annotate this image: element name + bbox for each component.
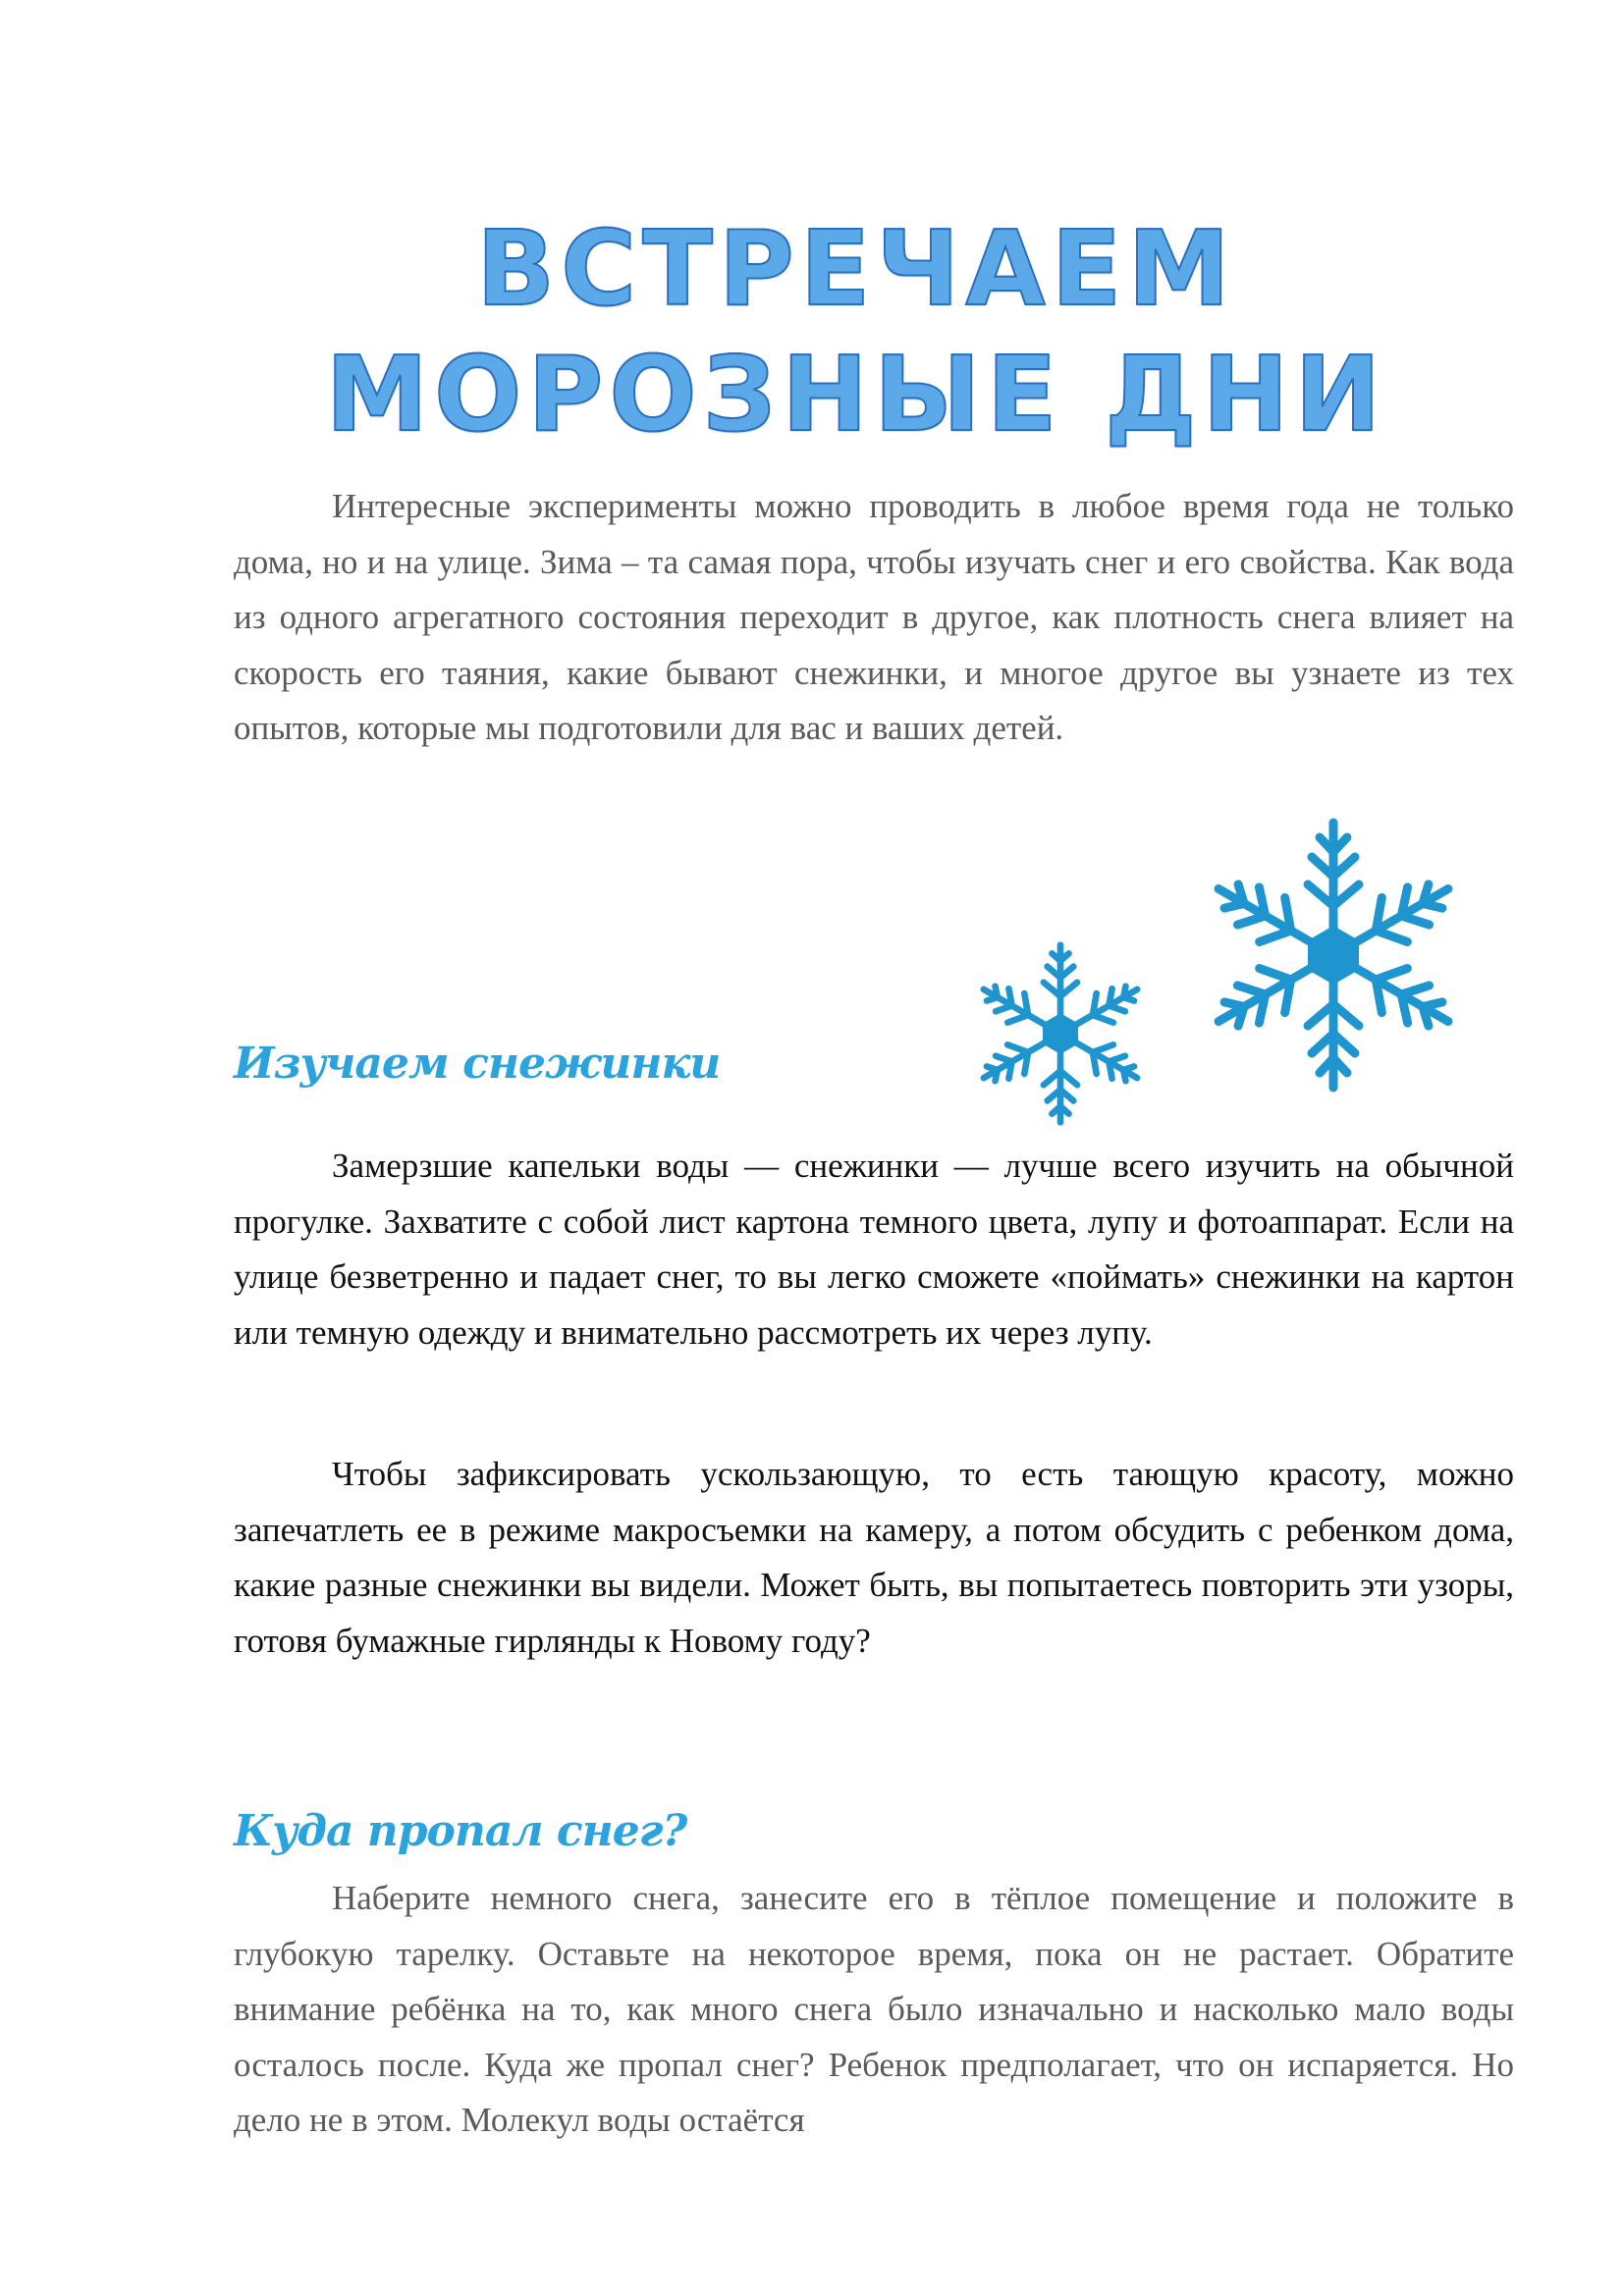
snowflakes-paragraph-2: Чтобы зафиксировать ускользающую, то есть тающую красоту, можно запечатлеть ее в режиме макросъемки на камеру, а потом обсудить с ребенком дома, какие разные снежинки вы видели. Может быть, вы попытаетесь повторить эти узоры, готовя бумажные гирлянды к Новому году? [234, 1455, 1514, 1660]
intro-paragraph: Интересные эксперименты можно проводить в любое время года не только дома, но и на улице. Зима – та самая пора, чтобы изучать снег и его свойства. Как вода из одного агрегатного состояния переходит в другое, как плотность снега влияет на скорость его таяния, какие бывают снежинки, и многое другое вы узнаете из тех опытов, которые мы подготовили для вас и ваших детей. [234, 487, 1514, 747]
title-line-1: ВСТРЕЧАЕМ [476, 209, 1236, 329]
section-heading-snowflakes: Изучаем снежинки [234, 1039, 721, 1089]
title-line-2: МОРОЗНЫЕ ДНИ [325, 335, 1387, 454]
snow-paragraph-1: Наберите немного снега, занесите его в тёплое помещение и положите в глубокую тарелку. Оставьте на некоторое время, пока он не растает. Обратите внимание ребёнка на то, как много снега было изначально и насколько мало воды осталось после. Куда же пропал снег? Ребенок предполагает, что он испаряется. Но дело не в этом. Молекул воды остаётся [234, 1879, 1514, 2139]
section-heading-snow: Куда пропал снег? [234, 1806, 687, 1856]
snowflake-large-icon [1206, 813, 1461, 1097]
snowflakes-paragraph-1: Замерзшие капельки воды — снежинки — лучше всего изучить на обычной прогулке. Захватите с собой лист картона темного цвета, лупу и фотоаппарат. Если на улице безветренно и падает снег, то вы легко сможете «поймать» снежинки на картон или темную одежду и внимательно рассмотреть их через лупу. [234, 1147, 1514, 1352]
page-title [247, 206, 1465, 456]
snowflake-small-icon [967, 931, 1154, 1137]
